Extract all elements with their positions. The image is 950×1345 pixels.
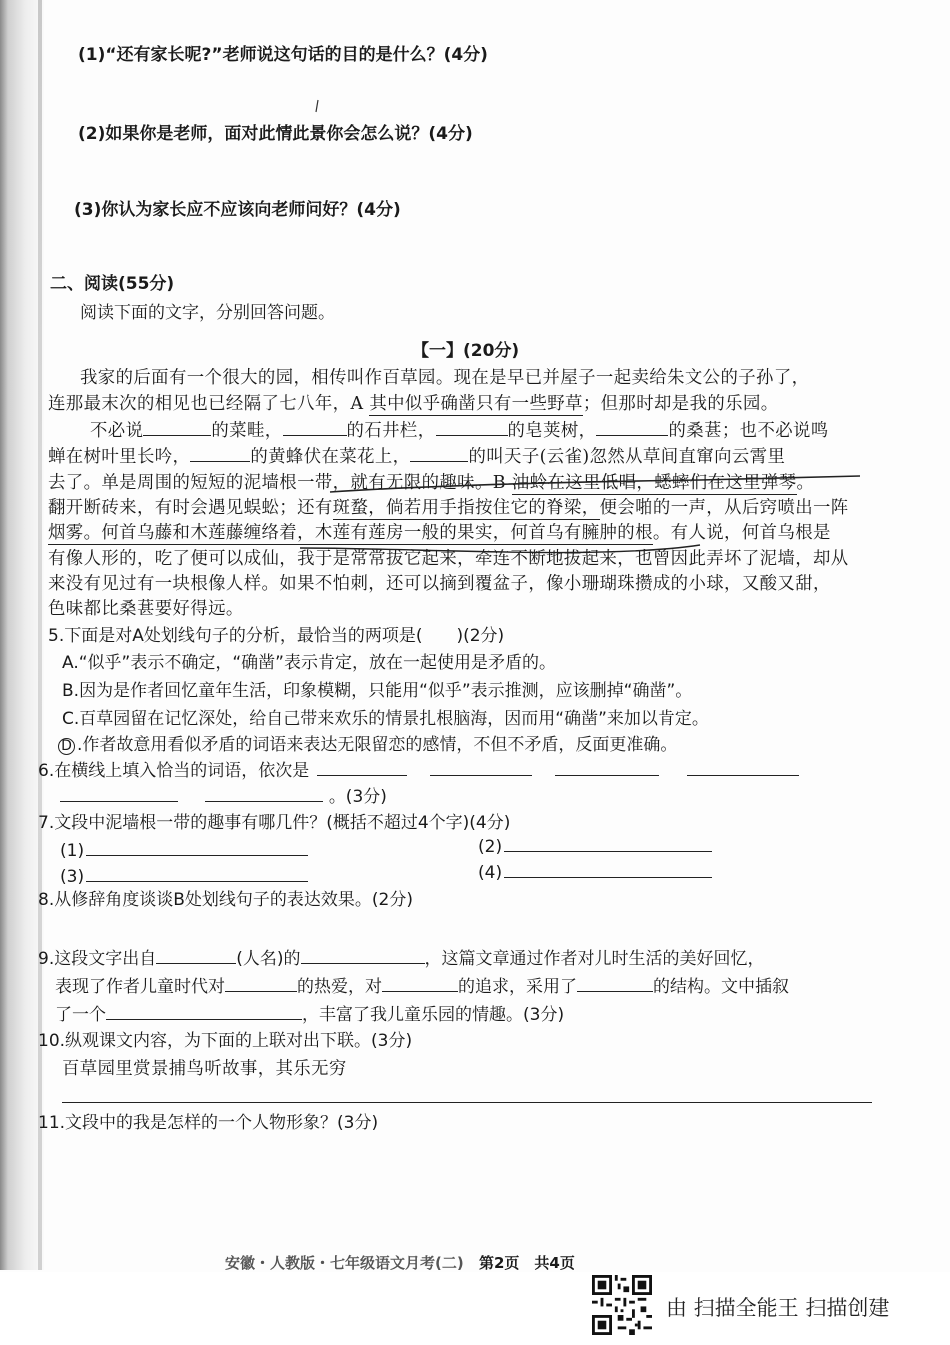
passage-text: 的桑葚；也不必说鸣 — [668, 421, 829, 441]
answer-blank[interactable] — [86, 840, 308, 856]
circled-mark-icon: D — [58, 738, 75, 755]
fill-blank[interactable] — [225, 976, 297, 992]
page-footer — [225, 1252, 575, 1273]
question-11: 11.文段中的我是怎样的一个人物形象？(3分) — [38, 1113, 379, 1133]
fill-blank[interactable] — [143, 420, 211, 436]
answer-line-4 — [478, 862, 712, 884]
underlined-sentence-b: 油蛉在这里低唱，蟋蟀们在这里弹琴 — [511, 473, 797, 493]
answer-line-1 — [60, 840, 308, 862]
question-7: 7.文段中泥墙根一带的趣事有哪几件？(概括不超过4个字)(4分) — [38, 813, 511, 833]
footer-exam-name: 安徽・人教版・七年级语文月考(二) — [225, 1254, 464, 1272]
answer-number: (4) — [478, 863, 503, 883]
passage-text: 的叫天子(云雀)忽然从草间直窜向云霄里 — [468, 447, 786, 467]
passage-text: 的皂荚树， — [507, 421, 597, 441]
question-9-line1 — [38, 948, 765, 970]
question-9-text: ，丰富了我儿童乐园的情趣。(3分) — [302, 1005, 565, 1025]
answer-number: (2) — [478, 837, 503, 857]
passage-line — [48, 472, 814, 494]
passage-text: 。 — [796, 473, 815, 493]
answer-line-full[interactable] — [62, 1102, 872, 1103]
fill-blank[interactable] — [436, 420, 508, 436]
passage-line — [48, 497, 849, 519]
passage-line: 来没有见过有一块根像人样。如果不怕刺，还可以摘到覆盆子，像小珊瑚珠攒成的小球，又酸又甜， — [48, 574, 831, 594]
fill-blank[interactable] — [283, 420, 347, 436]
answer-line-2 — [478, 836, 712, 858]
answer-blank[interactable] — [205, 786, 323, 802]
underlined-sentence-a: 其中似乎确凿只有一些野草 — [369, 394, 583, 414]
passage-text: ；但那时却是我的乐园。 — [582, 394, 779, 414]
passage-line: 有像人形的，吃了便可以成仙，我于是常常拔它起来，牵连不断地拔起来，也曾因此弄坏了泥墙，却从 — [48, 549, 849, 569]
passage-text: 连那最末次的相见也已经隔了七八年，A — [48, 394, 370, 414]
passage-text: 。有人说，何首乌根是 — [652, 523, 831, 543]
question-10: 10.纵观课文内容，为下面的上联对出下联。(3分) — [38, 1031, 413, 1051]
fill-blank[interactable] — [382, 976, 458, 992]
fill-blank[interactable] — [410, 446, 468, 462]
question-2: (2)如果你是老师，面对此情此景你会怎么说？(4分) — [78, 124, 473, 144]
qr-code-icon — [592, 1275, 652, 1335]
passage-line — [48, 393, 779, 415]
couplet-upper: 百草园里赏景捕鸟听故事，其乐无穷 — [62, 1059, 347, 1079]
scanner-watermark-text: 由 扫描全能王 扫描创建 — [666, 1296, 890, 1320]
question-9-text: 的热爱，对 — [297, 977, 382, 997]
question-9-text: ，这篇文章通过作者对儿时生活的美好回忆， — [424, 949, 765, 969]
fill-blank[interactable] — [106, 1004, 302, 1020]
passage-line: 色味都比桑葚要好得远。 — [48, 599, 244, 619]
handwritten-underline: 烟雾。何首乌藤和木莲藤缠络着，木莲有莲房一般的果实，何首乌有臃肿的根 — [48, 523, 653, 543]
option-a[interactable]: A.“似乎”表示不确定，“确凿”表示肯定，放在一起使用是矛盾的。 — [62, 653, 556, 673]
option-d-text: .作者故意用看似矛盾的词语来表达无限留恋的感情，不但不矛盾，反面更准确。 — [77, 735, 678, 755]
fill-blank[interactable] — [596, 420, 668, 436]
question-1: (1)“还有家长呢?”老师说这句话的目的是什么？(4分) — [78, 45, 488, 65]
question-9-text: 9.这段文字出自 — [38, 949, 157, 969]
answer-number: (3) — [60, 867, 85, 887]
passage-text: 蝉在树叶里长吟， — [48, 447, 191, 467]
answer-blank[interactable] — [504, 836, 712, 852]
answer-blank[interactable] — [504, 862, 712, 878]
question-6-stem: 6.在横线上填入恰当的词语，依次是 — [38, 761, 310, 781]
answer-number: (1) — [60, 841, 85, 861]
fill-blank[interactable] — [190, 446, 250, 462]
passage-line-blanks — [48, 446, 785, 468]
passage-text: 的石井栏， — [346, 421, 436, 441]
question-9-text: 了一个 — [55, 1005, 106, 1025]
footer-page-number: 第2页 共4页 — [478, 1254, 575, 1272]
passage-text: 的菜畦， — [211, 421, 283, 441]
answer-blank[interactable] — [555, 760, 659, 776]
question-9-text: 的追求，采用了 — [458, 977, 577, 997]
passage-text: 的黄蜂伏在菜花上， — [250, 447, 411, 467]
question-9-text: 表现了作者儿童时代对 — [55, 977, 225, 997]
passage-text: 便会啪的一声，从后窍喷出一阵 — [599, 498, 849, 518]
option-c[interactable]: C.百草园留在记忆深处，给自己带来欢乐的情景扎根脑海，因而用“确凿”来加以肯定。 — [62, 709, 709, 729]
question-9-line2 — [55, 976, 789, 998]
passage-text: 不必说 — [90, 421, 144, 441]
passage-text: 去了。单是周围的短短的泥墙根一带，就有无限的趣味。B — [48, 473, 512, 493]
question-6-end: 。(3分) — [328, 787, 387, 807]
binding-line — [38, 0, 42, 1270]
section-title: 二、阅读(55分) — [50, 274, 175, 294]
passage-line: 我家的后面有一个很大的园，相传叫作百草园。现在是早已并屋子一起卖给朱文公的子孙了， — [80, 368, 810, 388]
question-6 — [38, 760, 799, 782]
answer-blank[interactable] — [430, 760, 532, 776]
option-d[interactable] — [58, 734, 677, 756]
pen-mark — [316, 100, 318, 112]
answer-blank[interactable] — [317, 760, 407, 776]
section-instruction: 阅读下面的文字，分别回答问题。 — [80, 303, 335, 323]
fill-blank[interactable] — [156, 948, 236, 964]
question-9-text: 的结构。文中插叙 — [653, 977, 789, 997]
question-3: (3)你认为家长应不应该向老师问好？(4分) — [74, 200, 401, 220]
option-b[interactable]: B.因为是作者回忆童年生活，印象模糊，只能用“似乎”表示推测，应该删掉“确凿”。 — [62, 681, 693, 701]
question-9-line3 — [55, 1004, 564, 1026]
question-6-line2 — [60, 786, 387, 808]
fill-blank[interactable] — [301, 948, 425, 964]
passage-text: 翻开断砖来，有时会遇见蜈蚣；还有 — [48, 498, 333, 518]
answer-line-3 — [60, 866, 308, 888]
handwritten-underline: 斑蝥，倘若用手指按住它的脊梁， — [332, 498, 600, 518]
fill-blank[interactable] — [577, 976, 653, 992]
passage-line-blanks — [90, 420, 829, 442]
answer-blank[interactable] — [86, 866, 308, 882]
question-5: 5.下面是对A处划线句子的分析，最恰当的两项是( )(2分) — [48, 626, 505, 646]
question-8: 8.从修辞角度谈谈B处划线句子的表达效果。(2分) — [38, 890, 413, 910]
part-title: 【一】(20分) — [412, 341, 520, 361]
answer-blank[interactable] — [60, 786, 178, 802]
passage-line — [48, 522, 831, 544]
answer-blank[interactable] — [687, 760, 799, 776]
question-9-text: (人名)的 — [236, 949, 301, 969]
